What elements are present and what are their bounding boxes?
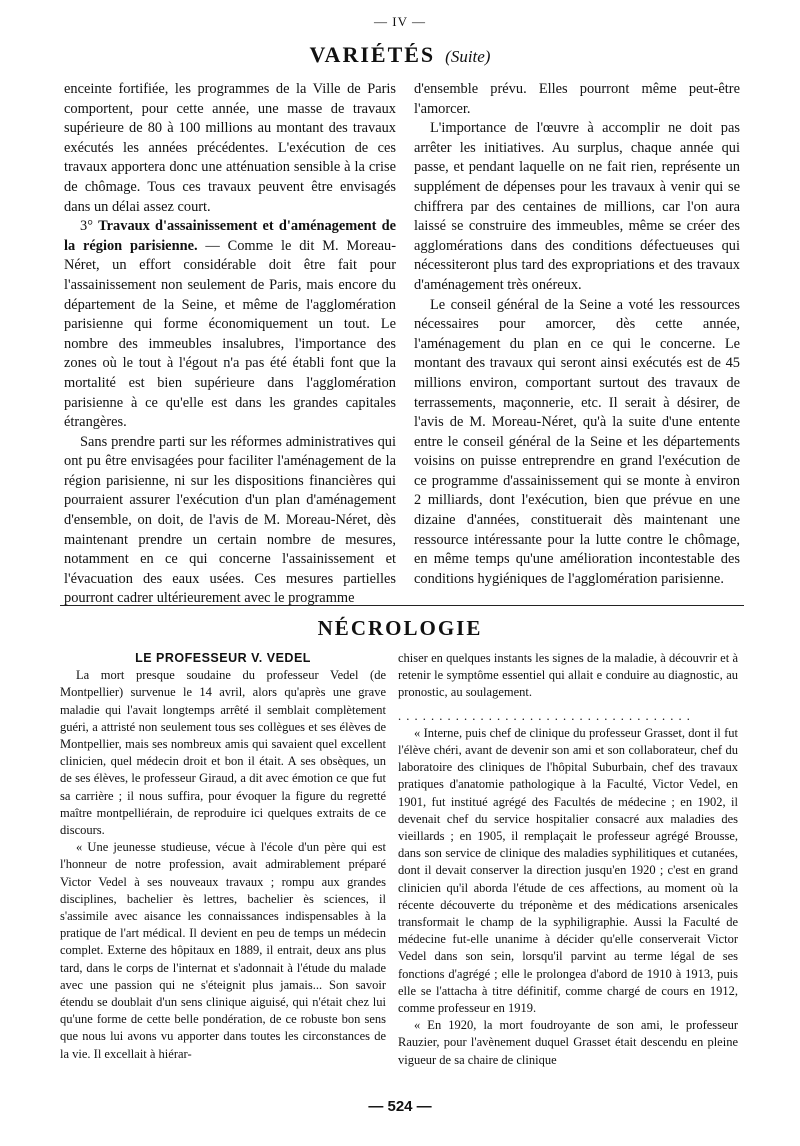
- paragraph: « En 1920, la mort foudroyante de son ami, le professeur Rauzier, pour l'avènement duquel Grasset était descendu en pleine vigueur de sa chaire de clinique: [398, 1018, 738, 1067]
- paragraph-heading: [64, 217, 396, 433]
- paragraph: chiser en quelques instants les signes de la maladie, à découvrir et à retenir le symptôme essentiel qui allait e conduire au diagnostic, au pronostic, au soulagement.: [398, 651, 738, 700]
- necrologie-right-column: [398, 650, 738, 1069]
- section-title-text: VARIÉTÉS: [309, 42, 436, 67]
- paragraph: La mort presque soudaine du professeur Vedel (de Montpellier) survenue le 14 avril, alors qu'après une grave maladie qui l'avait longtemps arrêté il semblait complètement guéri, a attristé non seulement tous ses collègues et ses élèves de Montpellier, mais ses nombreux amis qui savaient quel excellent clinicien, quel médecin droit et bon il était. A ses obsèques, un de ses élèves, le professeur Giraud, a dit avec émotion ce que fut sa carrière ; il nous suffira, pour évoquer la figure du regretté maître montpelliérain, de reproduire ici quelques extraits de ce discours.: [60, 668, 386, 838]
- paragraph: enceinte fortifiée, les programmes de la Ville de Paris comportent, pour cette année, une masse de travaux supérieure de 80 à 100 millions au montant des travaux exécutés les années précédentes. L'exécution de ces travaux apportera donc une atténuation sensible à la crise de chômage. Tous ces travaux peuvent être envisagés dans un délai assez court.: [64, 81, 396, 215]
- paragraph: L'importance de l'œuvre à accomplir ne doit pas arrêter les initiatives. Au surplus, chaque année qui passe, et pendant laquelle on ne fait rien, représente un supplément de dépenses pour les travaux à venir qui se chiffrera par des centaines de millions, car l'on aura laissé se construire des immeubles, même se créer des agglomérations dans des conditions défectueuses qui nécessiteront plus tard des expropriations et des travaux d'aménagement très onéreux.: [414, 120, 740, 293]
- varietes-right-column: [414, 80, 740, 589]
- ellipsis-line: . . . . . . . . . . . . . . . . . . . . . . . . . . . . . . . . . . . .: [398, 708, 691, 723]
- paragraph: « Une jeunesse studieuse, vécue à l'école d'un père qui est l'honneur de notre profession, avait admirablement préparé Victor Vedel à ses nouveaux travaux ; rompu aux grandes disciplines, bachelier ès lettres, bachelier ès sciences, il s'assimile avec aisance les connaissances indispensables à la pratique de l'art médical. Il devient en peu de temps un médecin complet. Externe des hôpitaux en 1889, il entrait, deux ans plus tard, dans le corps de l'internat et s'adonnait à l'étude du malade avec une passion qui ne s'éteignit plus jamais... Son savoir étendu se doublait d'un sens clinique aiguisé, qui n'était chez lui qu'une forme de cette belle pondération, de ce robuste bon sens que nous lui avons vu apporter dans toutes les circonstances de la vie. Il excellait à hiérar-: [60, 840, 386, 1061]
- heading-number: 3°: [80, 218, 93, 235]
- section-divider: [60, 605, 744, 606]
- varietes-left-column: [64, 80, 396, 609]
- section-title: [0, 42, 800, 68]
- heading-bold: Travaux d'assainissement et d'aménagement de la région parisienne.: [64, 218, 396, 254]
- paragraph: « Interne, puis chef de clinique du professeur Grasset, dont il fut l'élève chéri, avant de devenir son ami et son collaborateur, chef du laboratoire des cliniques de l'hôpital Suburbain, chef des travaux pratiques d'anatomie pathologique à la Faculté, Victor Vedel, en 1901, fut institué agrégé des Facultés de médecine ; en 1902, il devenait chef du service hospitalier consacré aux maladies des vieillards ; en 1905, il remplaçait le professeur agrégé Brousse, dans son service de clinique des maladies syphilitiques et cutanées, dont il devait conserver la direction jusqu'en 1920 ; c'est en grand clinicien qu'il aborda l'étude de ces affections, au moment où la récente découverte du tréponème et des médications arsenicales transformait le champ de la syphiligraphie. Aussi la Faculté de médecine fut-elle unanime à décider qu'elle conserverait Victor Vedel dans son sein, lorsqu'il parvint au terme légal de ses fonctions d'agrégé ; elle le prolongea d'abord de 1910 à 1913, puis elle se l'attacha à titre définitif, comme chargé de cours en 1912, comme professeur en 1919.: [398, 725, 738, 1016]
- necrologie-left-column: [60, 650, 386, 1063]
- section-title-suite: (Suite): [445, 47, 491, 66]
- heading-tail: — Comme le: [197, 237, 292, 254]
- running-page-number: — IV —: [374, 14, 426, 29]
- page-number: — 524 —: [368, 1098, 432, 1115]
- paragraph: Le conseil général de la Seine a voté les ressources nécessaires pour amorcer, dès cette année, l'aménagement du plan en ce qui le concerne. Le montant des travaux qui seront ainsi exécutés est de 45 millions environ, comportant surtout des travaux de terrassements, maçonnerie, etc. Il serait à désirer, de l'avis de M. Moreau-Néret, qu'à la suite d'une entente entre le conseil général de la Seine et les départements voisins on puisse entreprendre en grand l'exécution de ce programme d'assainissement qui se monte à environ 2 milliards, dont l'exécution, bien que prévue en une dizaine d'années, constituerait dès maintenant une ressource intéressante pour la lutte contre le chômage, en même temps qu'une amélioration incontestable des conditions hygiéniques de l'agglomération parisienne.: [414, 296, 740, 587]
- paragraph: Sans prendre parti sur les réformes administratives qui ont pu être envisagées pour faciliter l'aménagement de la région parisienne, ni sur les dispositions financières qui pourraient assurer l'exécution d'un plan d'aménagement d'ensemble, on doit, de l'avis de M. Moreau-Néret, dès maintenant prendre un certain nombre de mesures, notamment en ce qui concerne l'assainissement et l'évacuation des eaux usées. Ces mesures partielles pourront cadrer ultérieurement avec le programme: [64, 433, 396, 607]
- article-title: LE PROFESSEUR V. VEDEL: [135, 651, 311, 665]
- paragraph-continuation: dit M. Moreau-Néret, un effort considérable doit être fait pour l'assainissement non seulement de Paris, mais encore du département de la Seine, et même de l'agglomération parisienne qui forme économiquement un tout. Le nombre des immeubles insalubres, l'importance des zones où le tout à l'égout n'a pas été établi font que la mortalité est bien supérieure dans l'agglomération parisienne à ce qu'elle est dans les grandes capitales étrangères.: [64, 237, 396, 431]
- paragraph: d'ensemble prévu. Elles pourront même peut-être l'amorcer.: [414, 81, 740, 117]
- necrologie-title: NÉCROLOGIE: [317, 616, 483, 640]
